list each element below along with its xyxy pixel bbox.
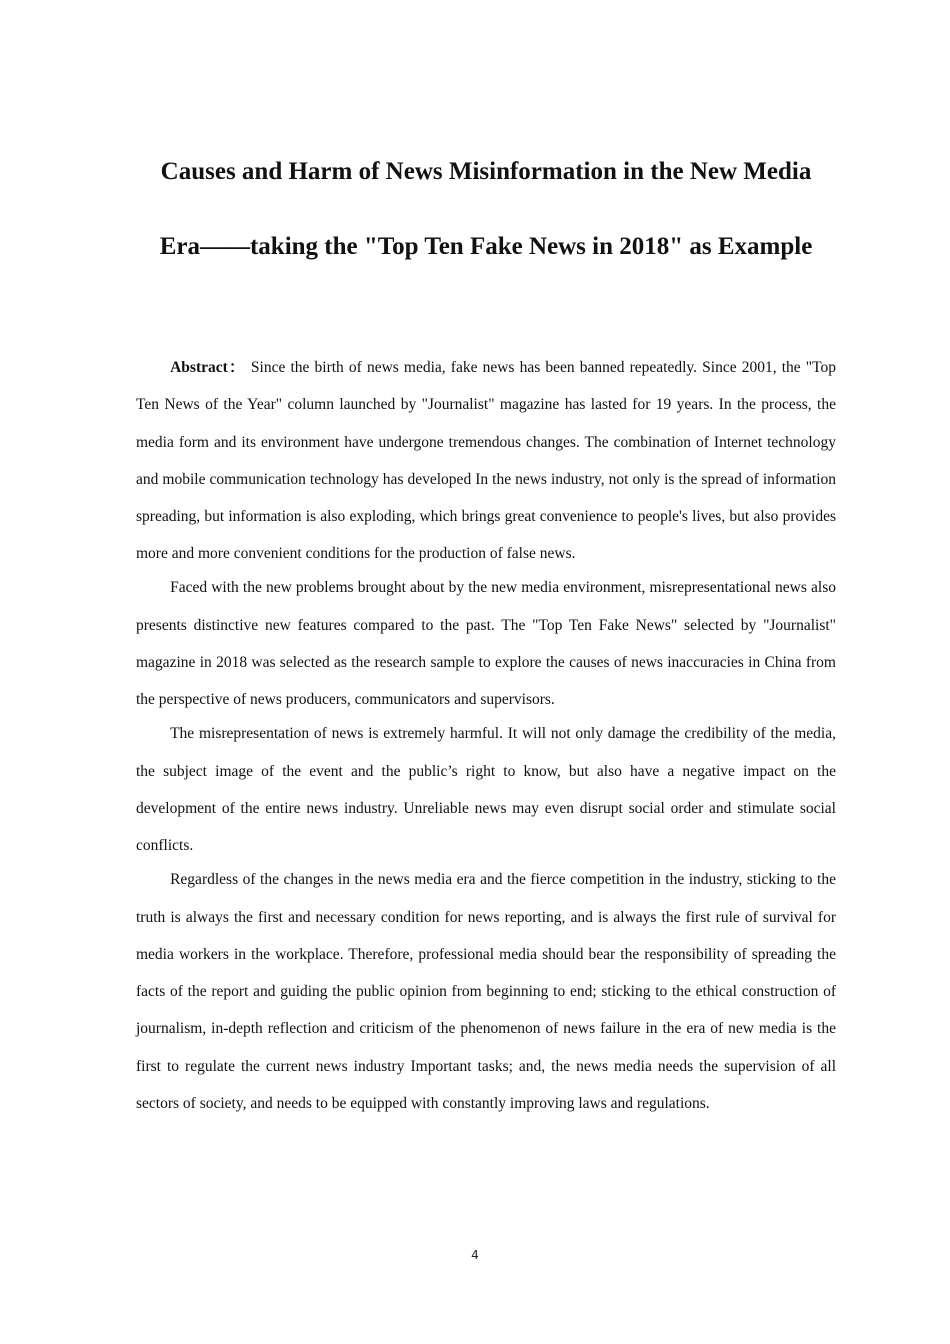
abstract-paragraph-2: Faced with the new problems brought about by the new media environment, misrepresentational news also presents distinctive new features compared to the past. The "Top Ten Fake News" selected by "Journalist" magazine in 2018 was selected as the research sample to explore the causes of news inaccuracies in China from the perspective of news producers, communicators and supervisors. <box>136 579 836 709</box>
abstract-section <box>136 349 836 1119</box>
title-line-2: Era——taking the "Top Ten Fake News in 2018" as Example <box>159 233 813 260</box>
abstract-label: Abstract： <box>170 359 246 376</box>
page-number: 4 <box>471 1248 479 1262</box>
title-line-1: Causes and Harm of News Misinformation in the New Media <box>160 158 812 185</box>
abstract-paragraph-1-text: Since the birth of news media, fake news has been banned repeatedly. Since 2001, the "Top Ten News of the Year" column launched by "Journalist" magazine has lasted for 19 years. In the process, the media form and its environment have undergone tremendous changes. The combination of Internet technology and mobile communication technology has developed In the news industry, not only is the spread of information spreading, but information is also exploding, which brings great convenience to people's lives, but also provides more and more convenient conditions for the production of false news. <box>136 359 836 563</box>
abstract-paragraph-1 <box>136 349 836 573</box>
abstract-paragraph-4: Regardless of the changes in the news media era and the fierce competition in the industry, sticking to the truth is always the first and necessary condition for news reporting, and is always the first rule of survival for media workers in the workplace. Therefore, professional media should bear the responsibility of spreading the facts of the report and guiding the public opinion from beginning to end; sticking to the ethical construction of journalism, in-depth reflection and criticism of the phenomenon of news failure in the era of new media is the first to regulate the current news industry Important tasks; and, the news media needs the supervision of all sectors of society, and needs to be equipped with constantly improving laws and regulations. <box>136 871 836 1113</box>
abstract-paragraph-3: The misrepresentation of news is extremely harmful. It will not only damage the credibility of the media, the subject image of the event and the public’s right to know, but also have a negative impact on the development of the entire news industry. Unreliable news may even disrupt social order and stimulate social conflicts. <box>136 725 836 855</box>
